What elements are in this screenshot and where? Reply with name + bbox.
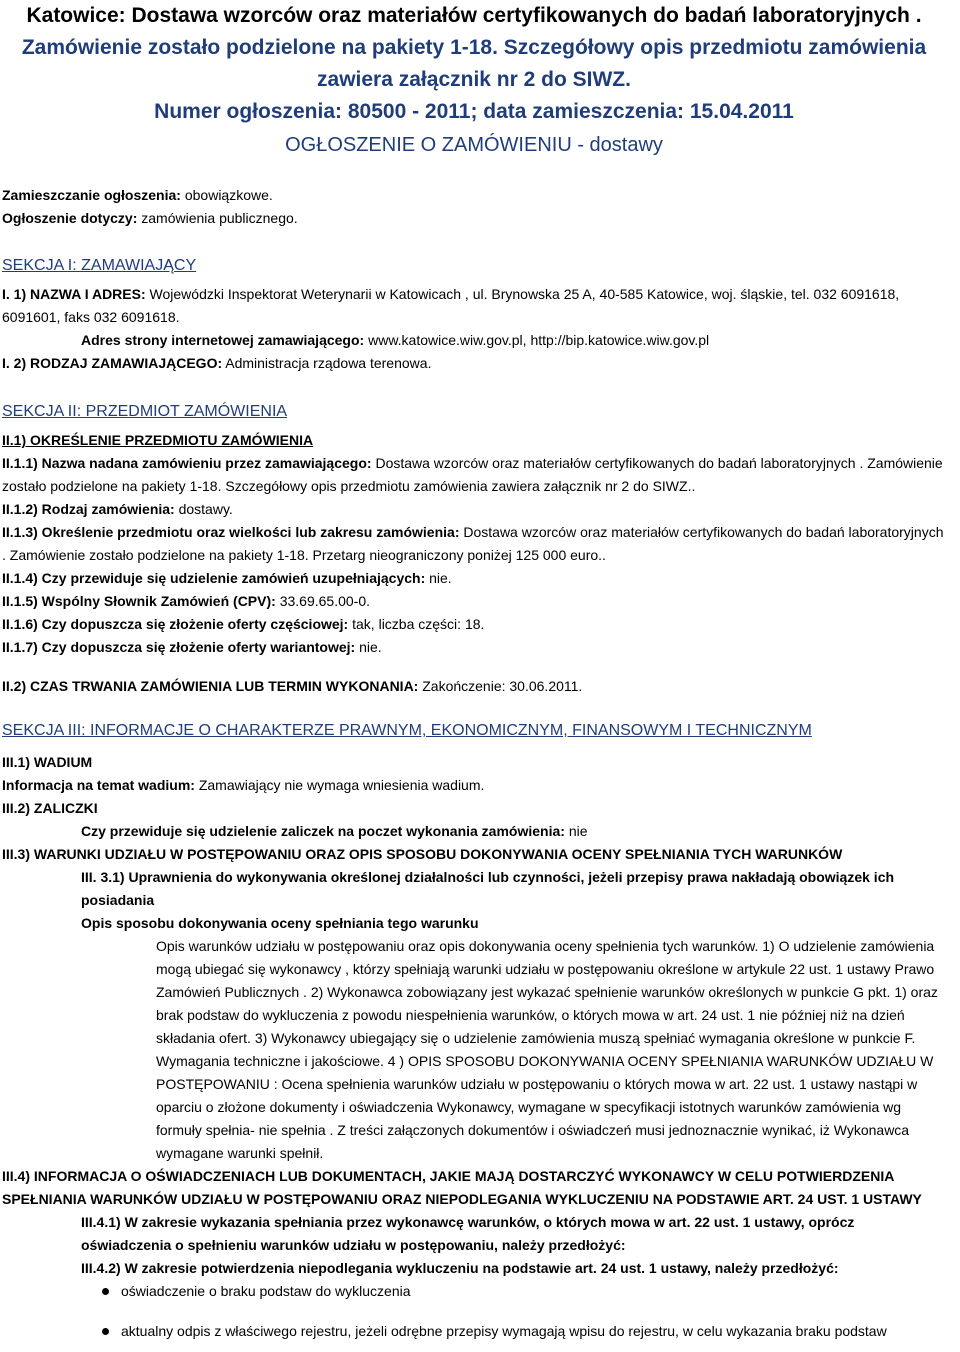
i2-label: I. 2) RODZAJ ZAMAWIAJĄCEGO: (2, 355, 223, 371)
ii17-value: nie. (359, 639, 382, 655)
exclusion-documents-list (99, 1280, 946, 1343)
iii4-line (2, 1165, 946, 1211)
section-1-name-address (2, 283, 946, 329)
iii42-label: III.4.2) W zakresie potwierdzenia niepodlegania wykluczeniu na podstawie art. 24 ust. 1 ustawy, należy przedłożyć: (81, 1260, 839, 1276)
iii1-line (2, 751, 946, 774)
ii1-label: II.1) OKREŚLENIE PRZEDMIOTU ZAMÓWIENIA (2, 432, 314, 448)
title-line-2: Zamówienie zostało podzielone na pakiety 1-18. Szczegółowy opis przedmiotu zamówienia (21, 36, 927, 59)
ii12-label: II.1.2) Rodzaj zamówienia: (2, 501, 175, 517)
ii2-label: II.2) CZAS TRWANIA ZAMÓWIENIA LUB TERMIN WYKONANIA: (2, 678, 419, 694)
ii14-label: II.1.4) Czy przewiduje się udzielenie zamówień uzupełniających: (2, 570, 426, 586)
ii13-line (2, 521, 946, 567)
ii17-label: II.1.7) Czy dopuszcza się złożenie oferty wariantowej: (2, 639, 356, 655)
list-item: aktualny odpis z właściwego rejestru, jeżeli odrębne przepisy wymagają wpisu do rejestru, w celu wykazania braku podstaw (99, 1320, 946, 1343)
ii12-line (2, 498, 946, 521)
iii31-line (2, 866, 946, 912)
iii1-label: III.1) WADIUM (2, 754, 93, 770)
wadium-value: Zamawiający nie wymaga wniesienia wadium. (198, 777, 485, 793)
ii14-value: nie. (429, 570, 452, 586)
ii16-label: II.1.6) Czy dopuszcza się złożenie oferty częściowej: (2, 616, 349, 632)
notice-subtitle: OGŁOSZENIE O ZAMÓWIENIU - dostawy (285, 134, 663, 156)
wadium-line (2, 774, 946, 797)
opis-heading: Opis sposobu dokonywania oceny spełniania tego warunku (81, 915, 479, 931)
intro-block (2, 184, 946, 230)
list-item: oświadczenie o braku podstaw do wykluczenia (99, 1280, 946, 1303)
ii1-line (2, 429, 946, 452)
opis-text: Opis warunków udziału w postępowaniu oraz opis dokonywania oceny spełnienia tych warunków. 1) O udzielenie zamówienia mogą ubiegać się wykonawcy , którzy spełniają warunki udziału w postępowaniu określone w artykule 22 ust. 1 ustawy Prawo Zamówień Publicznych . 2) Wykonawca zobowiązany jest wykazać spełnienie warunków określonych w punkcie G pkt. 1) oraz brak podstaw do wykluczenia z powodu niespełnienia warunków, o których mowa w art. 24 ust. 1 nie później niż na dzień składania ofert. 3) Wykonawcy ubiegający się o udzielenie zamówienia muszą spełniać wymagania określone w punkcie F. Wymagania techniczne i jakościowe. 4 ) OPIS SPOSOBU DOKONYWANIA OCENY SPEŁNIANIA WARUNKÓW UDZIAŁU W POSTĘPOWANIU : Ocena spełnienia warunków udziału w postępowaniu o których mowa w art. 22 ust. 1 ustawy nastąpi w oparciu o złożone dokumenty i oświadczenia Wykonawcy, wymagane w specyfikacji istotnych warunków zamówienia wg formuły spełnia- nie spełnia . Z treści załączonych dokumentów i oświadczeń musi jednoznacznie wynikać, iż Wykonawca wymagane warunki spełnił. (156, 938, 938, 1161)
iii4-label: III.4) INFORMACJA O OŚWIADCZENIACH LUB DOKUMENTACH, JAKIE MAJĄ DOSTARCZYĆ WYKONAWCY W CELU POTWIERDZENIA SPEŁNIANIA WARUNKÓW UDZIAŁU W POSTĘPOWANIU ORAZ NIEPODLEGANIA WYKLUCZENIU NA PODSTAWIE ART. 24 UST. 1 USTAWY (2, 1168, 922, 1207)
wadium-label: Informacja na temat wadium: (2, 777, 195, 793)
opis-heading-line (2, 912, 946, 935)
posting-label: Zamieszczanie ogłoszenia: (2, 187, 181, 203)
iii3-line (2, 843, 946, 866)
ii11-label: II.1.1) Nazwa nadana zamówieniu przez zamawiającego: (2, 455, 372, 471)
posting-value: obowiązkowe. (184, 187, 273, 203)
iii2-label: III.2) ZALICZKI (2, 800, 98, 816)
i2-value: Administracja rządowa terenowa. (225, 355, 432, 371)
title-line-4: Numer ogłoszenia: 80500 - 2011; data zamieszczenia: 15.04.2011 (154, 100, 794, 123)
ii16-line (2, 613, 946, 636)
section-1-heading: SEKCJA I: ZAMAWIAJĄCY (2, 257, 197, 274)
ii16-value: tak, liczba części: 18. (352, 616, 485, 632)
iii2-line (2, 797, 946, 820)
title-line-1: Katowice: Dostawa wzorców oraz materiałów certyfikowanych do badań laboratoryjnych . (26, 4, 922, 27)
iii3-label: III.3) WARUNKI UDZIAŁU W POSTĘPOWANIU ORAZ OPIS SPOSOBU DOKONYWANIA OCENY SPEŁNIANIA TYCH WARUNKÓW (2, 846, 843, 862)
title-line-3: zawiera załącznik nr 2 do SIWZ. (317, 68, 631, 91)
section-1-type (2, 352, 946, 375)
i1-value: Wojewódzki Inspektorat Weterynarii w Katowicach , ul. Brynowska 25 A, 40-585 Katowice, woj. śląskie, tel. 032 6091618, 6091601, faks 032 6091618. (2, 286, 900, 325)
ii2-value: Zakończenie: 30.06.2011. (422, 678, 583, 694)
section-2-heading: SEKCJA II: PRZEDMIOT ZAMÓWIENIA (2, 403, 288, 420)
iii41-label: III.4.1) W zakresie wykazania spełniania przez wykonawcę warunków, o których mowa w art. 22 ust. 1 ustawy, oprócz oświadczenia o spełnieniu warunków udziału w postępowaniu, należy przedłożyć: (81, 1214, 855, 1253)
website-value[interactable]: www.katowice.wiw.gov.pl, http://bip.katowice.wiw.gov.pl (368, 332, 710, 348)
ii17-line (2, 636, 946, 659)
ii12-value: dostawy. (178, 501, 233, 517)
iii31-label: III. 3.1) Uprawnienia do wykonywania określonej działalności lub czynności, jeżeli przepisy prawa nakładają obowiązek ich posiadania (81, 869, 895, 908)
posting-line (2, 184, 946, 207)
ii15-label: II.1.5) Wspólny Słownik Zamówień (CPV): (2, 593, 276, 609)
ii11-line (2, 452, 946, 498)
iii42-line (2, 1257, 946, 1280)
document-title (2, 0, 946, 128)
i1-label: I. 1) NAZWA I ADRES: (2, 286, 146, 302)
ii15-line (2, 590, 946, 613)
concerns-label: Ogłoszenie dotyczy: (2, 210, 138, 226)
concerns-value: zamówienia publicznego. (141, 210, 298, 226)
iii41-line (2, 1211, 946, 1257)
ii15-value: 33.69.65.00-0. (279, 593, 370, 609)
ii14-line (2, 567, 946, 590)
website-label: Adres strony internetowej zamawiającego: (81, 332, 365, 348)
zaliczki-label: Czy przewiduje się udzielenie zaliczek na poczet wykonania zamówienia: (81, 823, 565, 839)
zaliczki-line (2, 820, 946, 843)
ii2-line (2, 675, 946, 698)
section-3-heading: SEKCJA III: INFORMACJE O CHARAKTERZE PRAWNYM, EKONOMICZNYM, FINANSOWYM I TECHNICZNYM (2, 722, 812, 739)
ii13-label: II.1.3) Określenie przedmiotu oraz wielkości lub zakresu zamówienia: (2, 524, 460, 540)
concerns-line (2, 207, 946, 230)
ii11-value: Dostawa wzorców oraz materiałów certyfikowanych do badań laboratoryjnych . Zamówienie zostało podzielone na pakiety 1-18. Szczegółowy opis przedmiotu zamówienia zawiera załącznik nr 2 do SIWZ.. (2, 455, 943, 494)
website-line (2, 329, 946, 352)
zaliczki-value: nie (568, 823, 588, 839)
ii13-value: Dostawa wzorców oraz materiałów certyfikowanych do badań laboratoryjnych . Zamówienie zostało podzielone na pakiety 1-18. Przetarg nieograniczony poniżej 125 000 euro.. (2, 524, 944, 563)
